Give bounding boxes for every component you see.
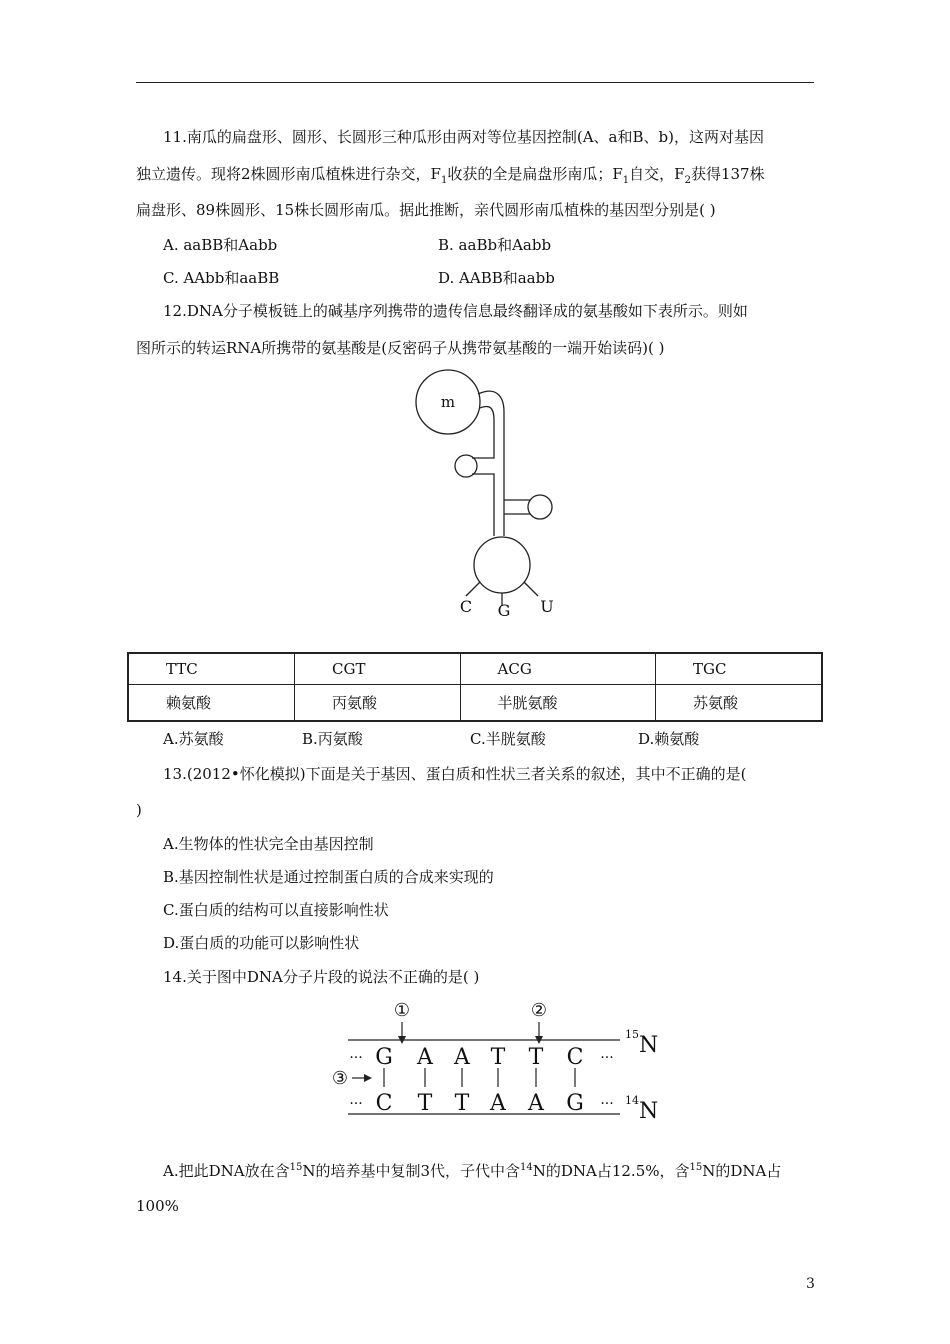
left-loop bbox=[455, 455, 477, 477]
q13-option-a[interactable]: A.生物体的性状完全由基因控制 bbox=[163, 835, 374, 853]
marker-3: ③ bbox=[331, 1068, 349, 1089]
codon-cell: TTC bbox=[128, 653, 295, 685]
codon-table bbox=[127, 652, 823, 722]
q12-option-a[interactable]: A.苏氨酸 bbox=[163, 730, 224, 748]
anticodon-base-1: C bbox=[459, 597, 473, 616]
bottom-strand-isotope-sup: 14 bbox=[625, 1094, 639, 1107]
q11-option-c[interactable]: C. AAbb和aaBB bbox=[163, 269, 280, 287]
trna-diagram bbox=[400, 368, 600, 624]
codon-cell: ACG bbox=[460, 653, 655, 685]
bottom-ellipsis-left: ··· bbox=[349, 1096, 363, 1112]
codon-cell: TGC bbox=[655, 653, 822, 685]
q11-stem-line1: 11.南瓜的扁盘形、圆形、长圆形三种瓜形由两对等位基因控制(A、a和B、b)，这两对基因 bbox=[163, 128, 764, 146]
anticodon-base-3: U bbox=[540, 597, 554, 616]
bottom-base: A bbox=[490, 1091, 506, 1116]
amino-acid-cell: 半胱氨酸 bbox=[460, 685, 655, 722]
q12-option-b[interactable]: B.丙氨酸 bbox=[302, 730, 363, 748]
q12-stem-line2: 图所示的转运RNA所携带的氨基酸是(反密码子从携带氨基酸的一端开始读码)( ) bbox=[136, 339, 665, 357]
top-ellipsis-left: ··· bbox=[349, 1050, 363, 1066]
q11-option-b[interactable]: B. aaBb和Aabb bbox=[438, 236, 552, 254]
anticodon-base-2: G bbox=[497, 601, 511, 620]
marker-1: ① bbox=[393, 1000, 411, 1021]
top-base: T bbox=[528, 1045, 544, 1070]
top-base: A bbox=[417, 1045, 433, 1070]
codon-row bbox=[128, 653, 822, 685]
q12-option-c[interactable]: C.半胱氨酸 bbox=[470, 730, 546, 748]
top-base: A bbox=[454, 1045, 470, 1070]
top-strand-isotope-sup: 15 bbox=[625, 1028, 639, 1041]
bottom-strand-isotope-letter: N bbox=[639, 1099, 659, 1120]
right-loop bbox=[528, 495, 552, 519]
amino-acid-cell: 苏氨酸 bbox=[655, 685, 822, 722]
top-ellipsis-right: ··· bbox=[600, 1050, 614, 1066]
bottom-base: T bbox=[417, 1091, 433, 1116]
anticodon-loop bbox=[474, 537, 530, 593]
q11-option-a[interactable]: A. aaBB和Aabb bbox=[163, 236, 278, 254]
bottom-base: A bbox=[528, 1091, 544, 1116]
codon-cell: CGT bbox=[295, 653, 461, 685]
bottom-base: C bbox=[375, 1091, 393, 1116]
dna-diagram bbox=[320, 996, 660, 1120]
q14-stem: 14.关于图中DNA分子片段的说法不正确的是( ) bbox=[163, 968, 480, 986]
top-base: G bbox=[375, 1045, 393, 1070]
top-base: T bbox=[490, 1045, 506, 1070]
top-strand-isotope-letter: N bbox=[639, 1033, 659, 1058]
m-label: m bbox=[440, 393, 456, 411]
bottom-base: T bbox=[454, 1091, 470, 1116]
bottom-base: G bbox=[566, 1091, 584, 1116]
q11-stem-line2: 独立遗传。现将2株圆形南瓜植株进行杂交，$F_1$收获的全是扁盘形南瓜；$F_1$自交，$F_2$获得137株 bbox=[136, 165, 765, 186]
q14-option-a-line2: 100% bbox=[136, 1197, 179, 1215]
bottom-ellipsis-right: ··· bbox=[600, 1096, 614, 1112]
q13-option-b[interactable]: B.基因控制性状是通过控制蛋白质的合成来实现的 bbox=[163, 868, 494, 886]
q13-stem-line1: 13.(2012•怀化模拟)下面是关于基因、蛋白质和性状三者关系的叙述，其中不正确的是( bbox=[163, 765, 747, 783]
q13-stem-line2: ) bbox=[136, 801, 142, 819]
marker-2: ② bbox=[530, 1000, 548, 1021]
q11-stem-line3: 扁盘形、89株圆形、15株长圆形南瓜。据此推断，亲代圆形南瓜植株的基因型分别是( ) bbox=[136, 201, 716, 219]
amino-acid-row bbox=[128, 685, 822, 722]
amino-acid-cell: 赖氨酸 bbox=[128, 685, 295, 722]
q13-option-d[interactable]: D.蛋白质的功能可以影响性状 bbox=[163, 934, 360, 952]
q12-stem-line1: 12.DNA分子模板链上的碱基序列携带的遗传信息最终翻译成的氨基酸如下表所示。则如 bbox=[163, 302, 748, 320]
q12-option-d[interactable]: D.赖氨酸 bbox=[638, 730, 700, 748]
q11-option-d[interactable]: D. AABB和aabb bbox=[438, 269, 555, 287]
page-number: 3 bbox=[806, 1276, 815, 1292]
amino-acid-cell: 丙氨酸 bbox=[295, 685, 461, 722]
top-base: C bbox=[566, 1045, 584, 1070]
q14-option-a-line1[interactable]: A.把此DNA放在含$^{15}$N的培养基中复制3代，子代中含$^{14}$N的DNA占12.5%，含$^{15}$N的DNA占 bbox=[163, 1162, 782, 1180]
header-rule bbox=[136, 82, 814, 83]
q13-option-c[interactable]: C.蛋白质的结构可以直接影响性状 bbox=[163, 901, 389, 919]
